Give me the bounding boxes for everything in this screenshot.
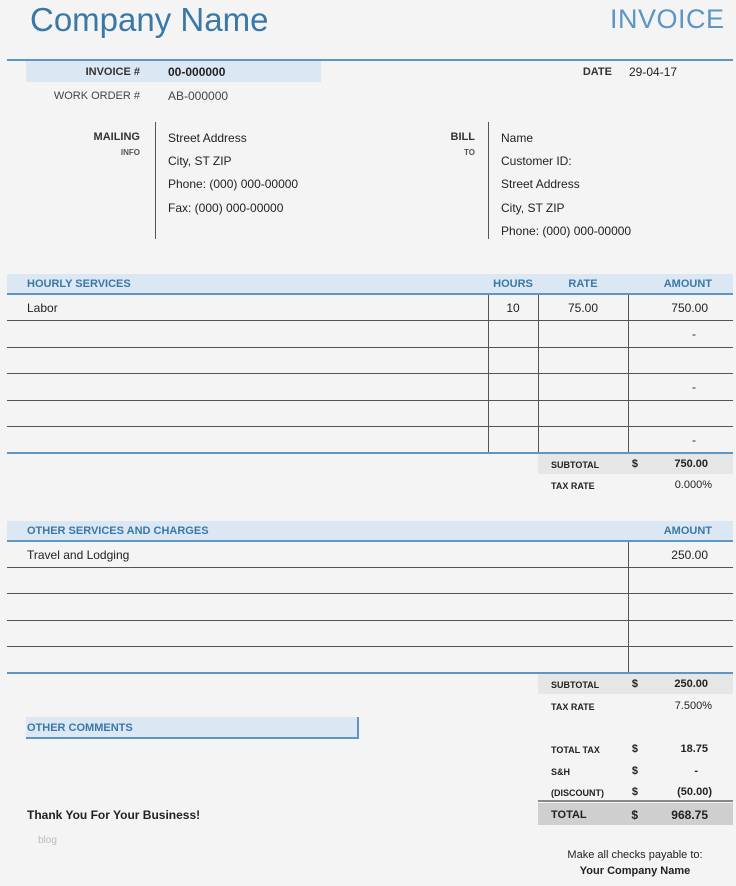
other-tax-value: 7.500%: [674, 700, 712, 712]
table-cell-amount: 250.00: [671, 548, 708, 562]
bill-to-label: BILL: [450, 131, 475, 143]
table-cell-amount: -: [692, 327, 696, 341]
sh-value: -: [694, 765, 698, 777]
work-order-value: AB-000000: [168, 89, 229, 103]
total-tax-label: TOTAL TAX: [551, 745, 600, 755]
table-cell-description: Travel and Lodging: [27, 548, 130, 562]
discount-label: (DISCOUNT): [551, 788, 604, 798]
other-services-header: OTHER SERVICES AND CHARGES: [27, 525, 209, 537]
mailing-label: MAILING: [93, 131, 140, 143]
row-divider: [7, 347, 733, 348]
invoice-number-label: INVOICE #: [85, 66, 140, 78]
table-cell-rate: 75.00: [567, 301, 599, 315]
table-cell-amount: 750.00: [671, 301, 708, 315]
other-tax-label: TAX RATE: [551, 702, 595, 712]
total-top-rule: [538, 800, 733, 802]
bill-to-line: Phone: (000) 000-00000: [501, 224, 632, 238]
work-order-label: WORK ORDER #: [53, 90, 140, 102]
mailing-line: Fax: (000) 000-00000: [168, 201, 284, 215]
row-divider: [7, 320, 733, 321]
company-name: Company Name: [30, 1, 269, 38]
thank-you-message: Thank You For Your Business!: [27, 808, 201, 822]
payable-company-name: Your Company Name: [579, 865, 691, 877]
column-divider: [628, 295, 629, 453]
row-divider: [7, 646, 733, 647]
row-divider: [7, 567, 733, 568]
row-divider: [7, 593, 733, 594]
other-subtotal-currency: $: [631, 678, 638, 690]
discount-currency: $: [631, 786, 638, 798]
table-cell-amount: -: [692, 433, 696, 447]
bill-to-divider: [488, 122, 489, 239]
mailing-line: Phone: (000) 000-00000: [168, 177, 299, 191]
column-divider: [538, 295, 539, 453]
row-divider: [7, 373, 733, 374]
hourly-subtotal-value: 750.00: [674, 458, 708, 470]
bill-to-line: Name: [501, 131, 534, 145]
total-value: 968.75: [671, 808, 708, 822]
row-divider: [7, 426, 733, 427]
bill-to-sublabel: TO: [464, 148, 475, 157]
bill-to-line: Customer ID:: [501, 154, 572, 168]
bill-to-line: Street Address: [501, 177, 580, 191]
comments-header-edge: [357, 717, 359, 739]
hourly-subtotal-currency: $: [631, 458, 638, 470]
mailing-line: Street Address: [168, 131, 247, 145]
discount-value: (50.00): [677, 786, 712, 798]
rate-column-header: RATE: [568, 278, 598, 290]
total-label: TOTAL: [551, 809, 587, 821]
hourly-services-header: HOURLY SERVICES: [27, 278, 131, 290]
other-subtotal-label: SUBTOTAL: [551, 680, 600, 690]
hourly-subtotal-label: SUBTOTAL: [551, 460, 600, 470]
payable-instruction: Make all checks payable to:: [567, 849, 703, 861]
column-divider: [488, 295, 489, 453]
sh-currency: $: [631, 765, 638, 777]
hourly-tax-value: 0.000%: [674, 479, 712, 491]
other-subtotal-value: 250.00: [674, 678, 708, 690]
row-divider: [7, 620, 733, 621]
invoice-number-value: 00-000000: [168, 65, 226, 79]
other-comments-header: OTHER COMMENTS: [27, 722, 133, 734]
watermark-text: blog: [38, 835, 57, 846]
mailing-sublabel: INFO: [120, 148, 140, 157]
bill-to-line: City, ST ZIP: [501, 201, 565, 215]
total-currency: $: [631, 808, 638, 822]
comments-header-underline: [26, 737, 358, 739]
sh-label: S&H: [551, 767, 571, 777]
date-label: DATE: [582, 66, 612, 78]
table-cell-hours: 10: [506, 301, 520, 315]
hourly-header-underline: [7, 293, 733, 295]
amount-column-header: AMOUNT: [663, 278, 712, 290]
total-tax-currency: $: [631, 743, 638, 755]
table-cell-amount: -: [692, 380, 696, 394]
mailing-divider: [155, 122, 156, 239]
other-header-underline: [7, 540, 733, 542]
hours-column-header: HOURS: [493, 278, 533, 290]
hourly-tax-label: TAX RATE: [551, 481, 595, 491]
row-divider: [7, 400, 733, 401]
table-cell-description: Labor: [27, 301, 58, 315]
mailing-line: City, ST ZIP: [168, 154, 232, 168]
other-amount-column-header: AMOUNT: [663, 525, 712, 537]
date-value: 29-04-17: [629, 65, 678, 79]
total-tax-value: 18.75: [680, 743, 708, 755]
document-title: INVOICE: [610, 4, 725, 34]
